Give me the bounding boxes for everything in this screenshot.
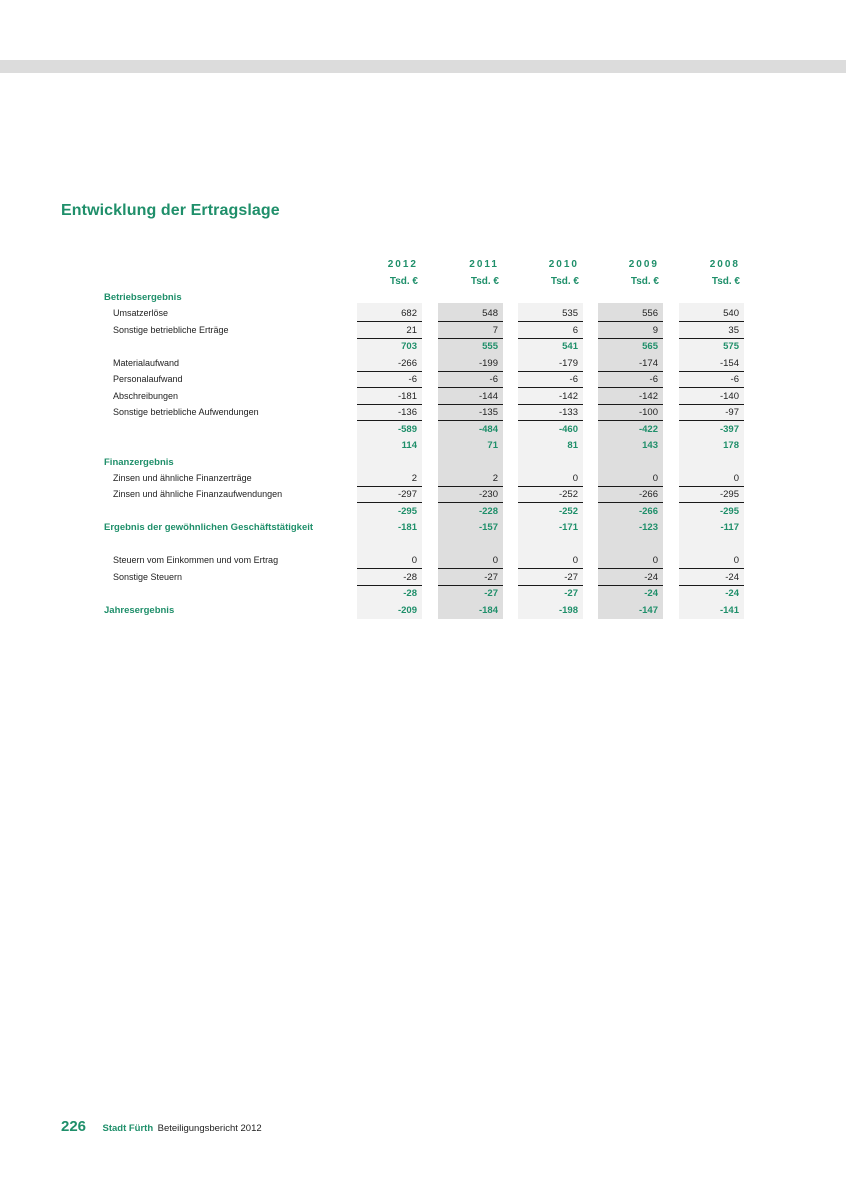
- value-cell: -142: [518, 389, 583, 405]
- row-label: Zinsen und ähnliche Finanzerträge: [113, 472, 252, 483]
- value-cell: 21: [357, 323, 422, 339]
- column-year-header: 2010: [548, 259, 579, 270]
- value-cell: 535: [518, 306, 583, 322]
- row-label: Jahresergebnis: [104, 604, 175, 616]
- subtotal-cell: -198: [558, 604, 578, 616]
- value-cell: -295: [679, 487, 744, 503]
- value-cell: -27: [518, 570, 583, 586]
- table-row: [0, 603, 846, 619]
- page-number: 226: [61, 1118, 87, 1135]
- subtotal-cell: -422: [638, 423, 658, 435]
- subtotal-cell: 541: [562, 341, 578, 353]
- value-cell: 0: [679, 553, 744, 569]
- table-row: [0, 356, 846, 372]
- table-row: [0, 570, 846, 586]
- row-label: Ergebnis der gewöhnlichen Geschäftstätigkeit: [104, 522, 314, 534]
- row-label: Sonstige Steuern: [113, 571, 183, 582]
- subtotal-cell: -117: [720, 522, 739, 534]
- column-unit-header: Tsd. €: [630, 276, 659, 287]
- subtotal-cell: -184: [478, 604, 498, 616]
- table-row: [0, 520, 846, 536]
- row-label: Personalaufwand: [113, 374, 183, 385]
- subtotal-cell: -181: [397, 522, 417, 534]
- value-cell: 0: [518, 471, 583, 487]
- value-cell: -181: [357, 389, 422, 405]
- value-cell: -136: [357, 405, 422, 421]
- value-cell: 548: [438, 306, 503, 322]
- value-cell: -199: [438, 356, 503, 372]
- row-label: Materialaufwand: [113, 357, 180, 368]
- subtotal-cell: -397: [719, 423, 739, 435]
- table-row: [0, 389, 846, 405]
- value-cell: -297: [357, 487, 422, 503]
- table-row: [0, 323, 846, 339]
- subtotal-cell: -157: [478, 522, 498, 534]
- column-unit-header: Tsd. €: [711, 276, 740, 287]
- page-title: Entwicklung der Ertragslage: [61, 202, 280, 219]
- value-cell: -179: [518, 356, 583, 372]
- value-cell: 2: [357, 471, 422, 487]
- value-cell: -140: [679, 389, 744, 405]
- row-label: Sonstige betriebliche Erträge: [113, 324, 229, 335]
- subtotal-cell: -209: [397, 604, 417, 616]
- column-year-header: 2011: [469, 259, 499, 270]
- subtotal-cell: -228: [478, 505, 498, 517]
- subtotal-cell: 703: [401, 341, 417, 353]
- row-label: Abschreibungen: [113, 390, 179, 401]
- table-row: [0, 290, 846, 306]
- subtotal-cell: -295: [397, 505, 417, 517]
- value-cell: 35: [679, 323, 744, 339]
- value-cell: -252: [518, 487, 583, 503]
- value-cell: -230: [438, 487, 503, 503]
- table-row: [0, 586, 846, 602]
- column-unit-header: Tsd. €: [389, 276, 418, 287]
- value-cell: 682: [357, 306, 422, 322]
- table-row: [0, 504, 846, 520]
- subtotal-cell: -460: [558, 423, 578, 435]
- table-row: [0, 339, 846, 355]
- top-decorative-bar: [0, 60, 846, 73]
- row-label: Steuern vom Einkommen und vom Ertrag: [113, 555, 279, 566]
- table-row: [0, 537, 846, 553]
- row-label: Umsatzerlöse: [113, 308, 169, 319]
- value-cell: 540: [679, 306, 744, 322]
- subtotal-cell: -123: [638, 522, 658, 534]
- subtotal-cell: 143: [642, 440, 658, 452]
- subtotal-cell: -24: [644, 588, 658, 600]
- subtotal-cell: -484: [478, 423, 498, 435]
- page-footer: [61, 1118, 262, 1136]
- subtotal-cell: -252: [558, 505, 578, 517]
- column-unit-header: Tsd. €: [550, 276, 579, 287]
- subtotal-cell: -27: [564, 588, 578, 600]
- value-cell: -266: [598, 487, 663, 503]
- subtotal-cell: -171: [558, 522, 578, 534]
- value-cell: -97: [679, 405, 744, 421]
- value-cell: -174: [598, 356, 663, 372]
- subtotal-cell: -27: [484, 588, 498, 600]
- column-year-header: 2008: [709, 259, 740, 270]
- subtotal-cell: -28: [403, 588, 417, 600]
- value-cell: -6: [357, 372, 422, 388]
- value-cell: 6: [518, 323, 583, 339]
- column-year-header: 2012: [387, 259, 418, 270]
- value-cell: 556: [598, 306, 663, 322]
- table-row: [0, 553, 846, 569]
- value-cell: 0: [518, 553, 583, 569]
- value-cell: 7: [438, 323, 503, 339]
- value-cell: 0: [679, 471, 744, 487]
- value-cell: -6: [598, 372, 663, 388]
- subtotal-cell: -266: [638, 505, 658, 517]
- value-cell: 0: [598, 553, 663, 569]
- subtotal-cell: 178: [723, 440, 739, 452]
- subtotal-cell: 114: [401, 440, 417, 452]
- table-row: [0, 306, 846, 322]
- subtotal-cell: -295: [719, 505, 739, 517]
- table-row: [0, 438, 846, 454]
- value-cell: -6: [518, 372, 583, 388]
- row-label: Sonstige betriebliche Aufwendungen: [113, 407, 259, 418]
- row-label: Zinsen und ähnliche Finanzaufwendungen: [113, 489, 283, 500]
- value-cell: 0: [357, 553, 422, 569]
- value-cell: -24: [679, 570, 744, 586]
- subtotal-cell: 555: [482, 341, 498, 353]
- value-cell: -142: [598, 389, 663, 405]
- footer-city: Stadt Fürth: [102, 1123, 154, 1134]
- table-row: [0, 471, 846, 487]
- table-row: [0, 405, 846, 421]
- subtotal-cell: -141: [719, 604, 739, 616]
- value-cell: -266: [357, 356, 422, 372]
- value-cell: 0: [598, 471, 663, 487]
- subtotal-cell: -589: [397, 423, 417, 435]
- value-cell: -144: [438, 389, 503, 405]
- subtotal-cell: -147: [638, 604, 658, 616]
- value-cell: -133: [518, 405, 583, 421]
- value-cell: 2: [438, 471, 503, 487]
- value-cell: -24: [598, 570, 663, 586]
- column-year-header: 2009: [628, 259, 659, 270]
- value-cell: 9: [598, 323, 663, 339]
- table-row: [0, 372, 846, 388]
- value-cell: -154: [679, 356, 744, 372]
- table-row: [0, 422, 846, 438]
- subtotal-cell: 71: [487, 440, 498, 452]
- value-cell: -100: [598, 405, 663, 421]
- value-cell: -27: [438, 570, 503, 586]
- subtotal-cell: 565: [642, 341, 658, 353]
- value-cell: 0: [438, 553, 503, 569]
- value-cell: -6: [438, 372, 503, 388]
- section-heading: Betriebsergebnis: [104, 292, 182, 303]
- subtotal-cell: 575: [723, 341, 739, 353]
- section-heading: Finanzergebnis: [104, 456, 174, 468]
- column-unit-header: Tsd. €: [470, 276, 499, 287]
- value-cell: -135: [438, 405, 503, 421]
- value-cell: -6: [679, 372, 744, 388]
- value-cell: -28: [357, 570, 422, 586]
- table-row: [0, 455, 846, 471]
- subtotal-cell: 81: [567, 440, 578, 452]
- subtotal-cell: -24: [725, 588, 739, 600]
- footer-report-title: Beteiligungsbericht 2012: [157, 1123, 262, 1134]
- table-row: [0, 487, 846, 503]
